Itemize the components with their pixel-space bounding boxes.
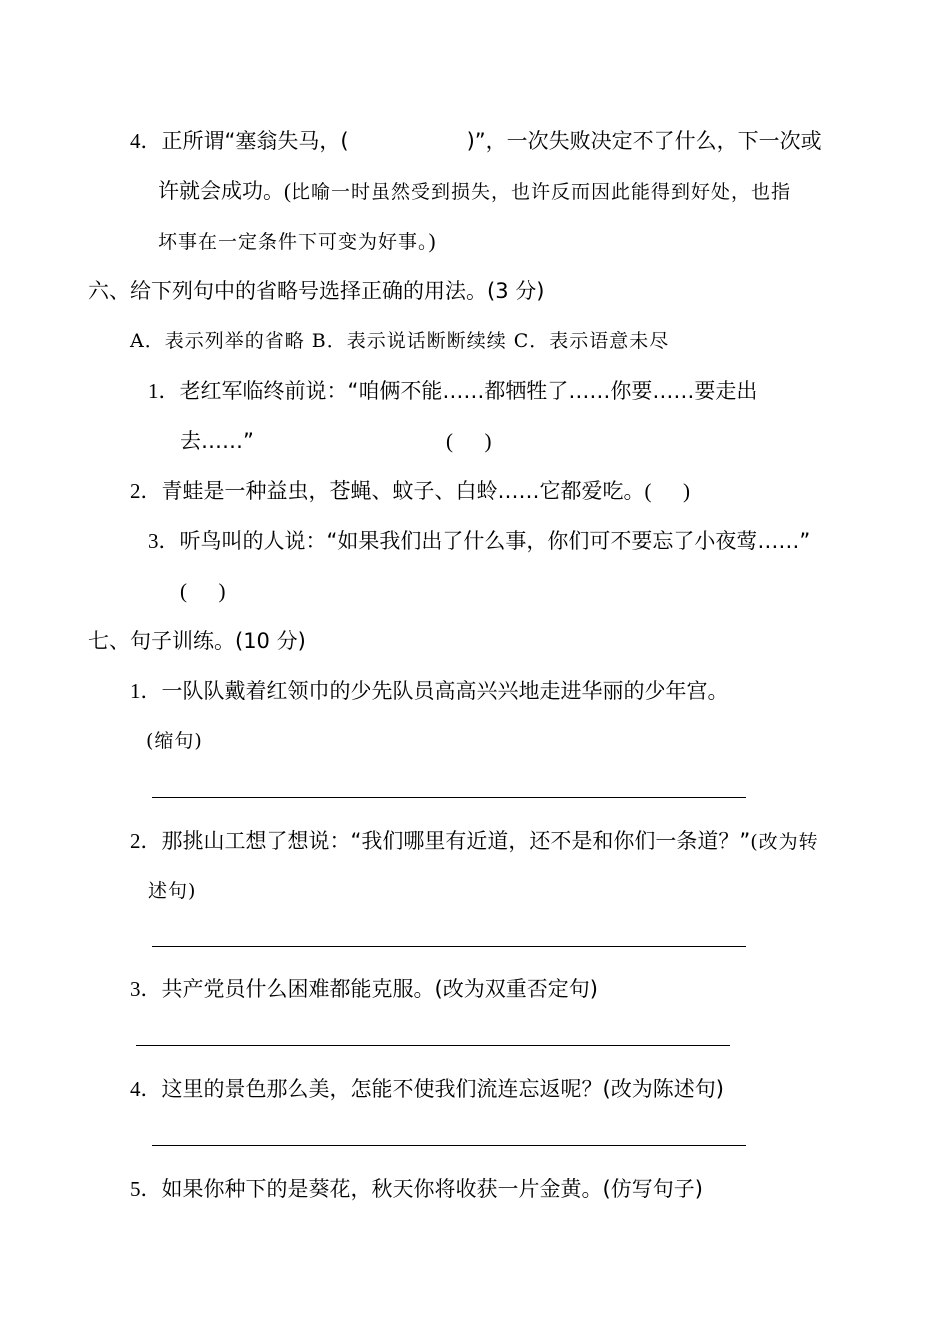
paren-text: ( ) bbox=[446, 429, 492, 453]
item-hint: (缩句) bbox=[146, 730, 203, 752]
item-text-a: 正所谓“塞翁失马，( bbox=[161, 129, 349, 153]
item-hint: (改为陈述句) bbox=[602, 1077, 724, 1101]
note-line1: 比喻一时虽然受到损失，也许反而因此能得到好处，也指 bbox=[291, 181, 792, 203]
item-hint-cont: 述句) bbox=[148, 880, 197, 902]
section6-options: A．表示列举的省略 B．表示说话断断续续 C．表示语意未尽 bbox=[130, 330, 670, 352]
section7-item4 bbox=[130, 1074, 724, 1104]
item-text-cont: 许就会成功。 bbox=[158, 179, 284, 203]
item-number: 4． bbox=[130, 1077, 162, 1101]
item-hint: (仿写句子) bbox=[602, 1177, 703, 1201]
item-text: 听鸟叫的人说：“如果我们出了什么事，你们可不要忘了小夜莺……” bbox=[179, 529, 811, 553]
answer-paren[interactable] bbox=[180, 576, 226, 606]
section6-item2 bbox=[130, 476, 690, 506]
note-open: ( bbox=[284, 179, 291, 203]
item-text-cont: 去……” bbox=[180, 429, 254, 453]
answer-paren[interactable]: ( ) bbox=[644, 479, 690, 503]
item-number: 3． bbox=[130, 977, 162, 1001]
section7-item2 bbox=[130, 826, 819, 857]
note-line2: 坏事在一定条件下可变为好事。 bbox=[158, 231, 429, 253]
item-hint: (改为转 bbox=[750, 831, 819, 853]
item-number: 3． bbox=[148, 529, 180, 553]
q5-item4-line2 bbox=[158, 176, 791, 207]
answer-line[interactable] bbox=[152, 946, 746, 947]
item-text: 老红军临终前说：“咱俩不能……都牺牲了……你要……要走出 bbox=[179, 379, 758, 403]
item-text: 青蛙是一种益虫，苍蝇、蚊子、白蛉……它都爱吃。 bbox=[161, 479, 645, 503]
section7-item5 bbox=[130, 1174, 703, 1204]
item-number: 1． bbox=[148, 379, 180, 403]
item-text: 如果你种下的是葵花，秋天你将收获一片金黄。 bbox=[161, 1177, 603, 1201]
note-close: ) bbox=[428, 229, 436, 253]
section6-heading: 六、给下列句中的省略号选择正确的用法。(3 分) bbox=[88, 279, 545, 303]
paren-text: ( ) bbox=[180, 579, 226, 603]
section6-item1-line1 bbox=[148, 376, 757, 406]
item-text: 一队队戴着红领巾的少先队员高高兴兴地走进华丽的少年宫。 bbox=[161, 679, 729, 703]
section6-item3 bbox=[148, 526, 810, 556]
section7-item3 bbox=[130, 974, 598, 1004]
item-text: 那挑山工想了想说：“我们哪里有近道，还不是和你们一条道？” bbox=[161, 829, 751, 853]
item-hint: (改为双重否定句) bbox=[434, 977, 598, 1001]
item-number: 5． bbox=[130, 1177, 162, 1201]
q5-item4-line3 bbox=[158, 226, 436, 257]
section7-item1 bbox=[130, 676, 729, 706]
item-text: 共产党员什么困难都能克服。 bbox=[161, 977, 435, 1001]
answer-paren[interactable] bbox=[446, 426, 492, 456]
q5-item4-line1 bbox=[130, 126, 822, 156]
item-text-b: )”，一次失败决定不了什么，下一次或 bbox=[466, 129, 822, 153]
item-number: 1． bbox=[130, 679, 162, 703]
item-number: 2． bbox=[130, 829, 162, 853]
answer-line[interactable] bbox=[136, 1045, 730, 1046]
item-number: 4． bbox=[130, 129, 162, 153]
section6-item1-line2 bbox=[180, 426, 254, 456]
answer-line[interactable] bbox=[152, 1145, 746, 1146]
item-number: 2． bbox=[130, 479, 162, 503]
section7-heading: 七、句子训练。(10 分) bbox=[88, 629, 306, 653]
answer-line[interactable] bbox=[152, 797, 746, 798]
item-text: 这里的景色那么美，怎能不使我们流连忘返呢？ bbox=[161, 1077, 603, 1101]
